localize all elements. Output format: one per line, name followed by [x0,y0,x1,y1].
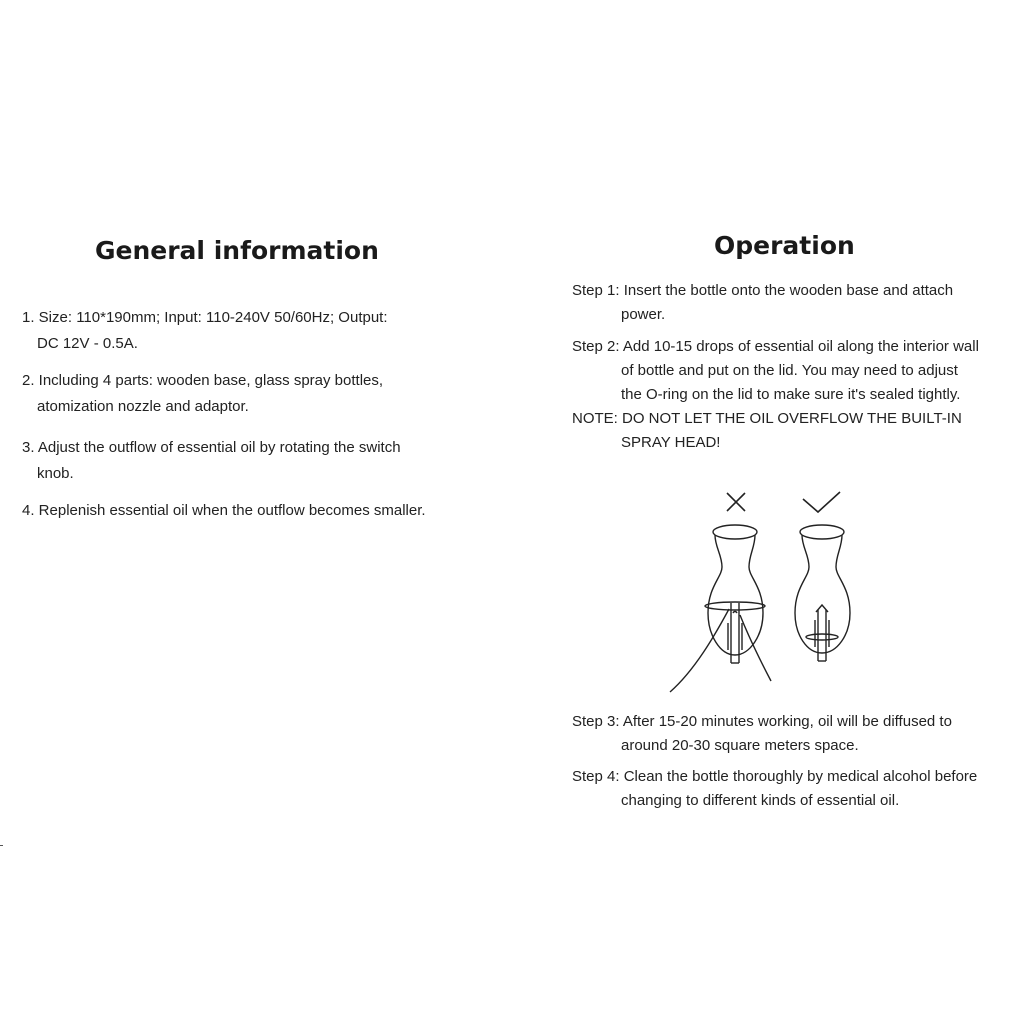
list-item-line: 2. Including 4 parts: wooden base, glass spray bottles, [22,372,384,389]
step-line: changing to different kinds of essential oil. [621,792,900,809]
step-line: Step 3: After 15-20 minutes working, oil will be diffused to [572,713,952,730]
cross-mark-icon [727,493,745,511]
spray-bottle-icon [795,525,850,661]
list-item-line: knob. [37,465,74,482]
step-line: around 20-30 square meters space. [621,737,859,754]
list-item-line: 1. Size: 110*190mm; Input: 110-240V 50/60Hz; Output: [22,309,388,326]
note-line: SPRAY HEAD! [621,434,721,451]
operation-step-4 [572,765,1012,813]
operation-step-2 [572,335,1012,407]
list-item-line: DC 12V - 0.5A. [37,335,138,352]
list-item [22,368,462,420]
list-item-line: 3. Adjust the outflow of essential oil by rotating the switch [22,439,401,456]
list-item-line: 4. Replenish essential oil when the outflow becomes smaller. [22,502,426,519]
step-line: Step 2: Add 10-15 drops of essential oil along the interior wall [572,338,979,355]
check-mark-icon [803,492,840,512]
bottle-placement-illustration [660,485,860,700]
operation-note [572,407,1012,455]
step-line: power. [621,306,666,323]
operation-title: Operation [714,231,855,260]
operation-step-3 [572,710,1012,758]
general-information-title: General information [95,236,379,265]
step-line: the O-ring on the lid to make sure it's sealed tightly. [621,386,961,403]
operation-step-1 [572,279,1012,327]
list-item-line: atomization nozzle and adaptor. [37,398,249,415]
note-line: NOTE: DO NOT LET THE OIL OVERFLOW THE BUILT-IN [572,410,962,427]
page-edge-mark [0,845,3,846]
step-line: Step 1: Insert the bottle onto the wooden base and attach [572,282,954,299]
list-item [22,498,462,524]
spray-bottle-icon [670,525,771,692]
list-item [22,435,462,487]
list-item [22,305,462,357]
step-line: Step 4: Clean the bottle thoroughly by medical alcohol before [572,768,978,785]
step-line: of bottle and put on the lid. You may need to adjust [621,362,958,379]
